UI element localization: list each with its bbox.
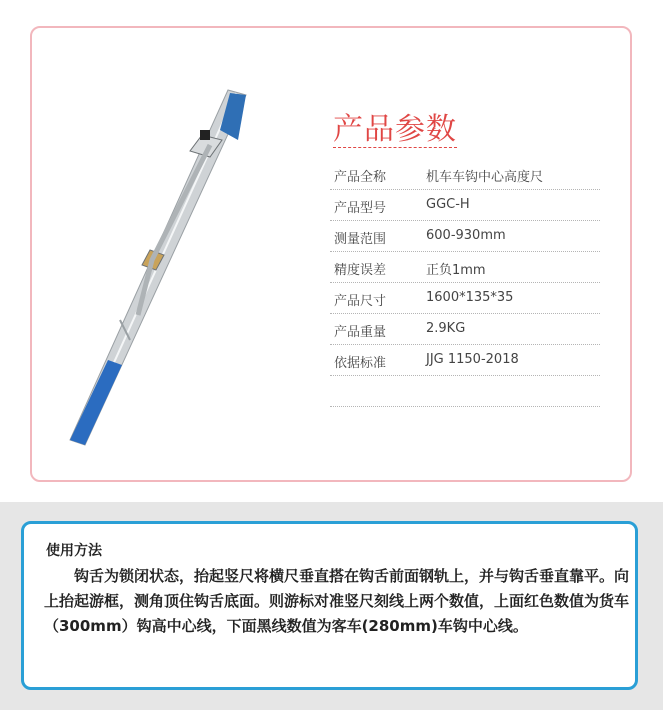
param-value: 机车车钩中心高度尺	[426, 170, 544, 185]
param-value: 1600*135*35	[426, 290, 514, 305]
param-label: 产品重量	[334, 325, 387, 340]
title-underline	[333, 147, 457, 148]
usage-box	[21, 521, 638, 690]
param-value: 2.9KG	[426, 321, 466, 336]
param-label: 产品全称	[334, 170, 387, 185]
params-title: 产品参数	[333, 112, 457, 147]
param-label: 测量范围	[334, 232, 387, 247]
param-value: GGC-H	[426, 197, 470, 212]
param-row-accuracy	[330, 252, 600, 283]
divider	[330, 406, 600, 407]
param-row-full-name	[330, 159, 600, 190]
param-label: 产品型号	[334, 201, 387, 216]
param-value: 600-930mm	[426, 228, 506, 243]
param-row-model	[330, 190, 600, 221]
param-row-size	[330, 283, 600, 314]
product-image	[60, 85, 260, 455]
param-value: 正负1mm	[426, 263, 486, 278]
usage-text: 钩舌为锁闭状态，抬起竖尺将横尺垂直搭在钩舌前面钢轨上，并与钩舌垂直靠平。向上抬起游框，测角顶住钩舌底面。则游标对准竖尺刻线上两个数值，上面红色数值为货车（300mm）钩高中心线，下面黑线数值为客车(280mm)车钩中心线。	[44, 567, 630, 635]
param-value: JJG 1150-2018	[426, 352, 519, 367]
param-row-standard	[330, 345, 600, 376]
param-label: 依据标准	[334, 356, 387, 371]
param-row-range	[330, 221, 600, 252]
param-label: 产品尺寸	[334, 294, 387, 309]
param-label: 精度误差	[334, 263, 387, 278]
usage-title: 使用方法	[46, 543, 102, 559]
param-row-weight	[330, 314, 600, 345]
